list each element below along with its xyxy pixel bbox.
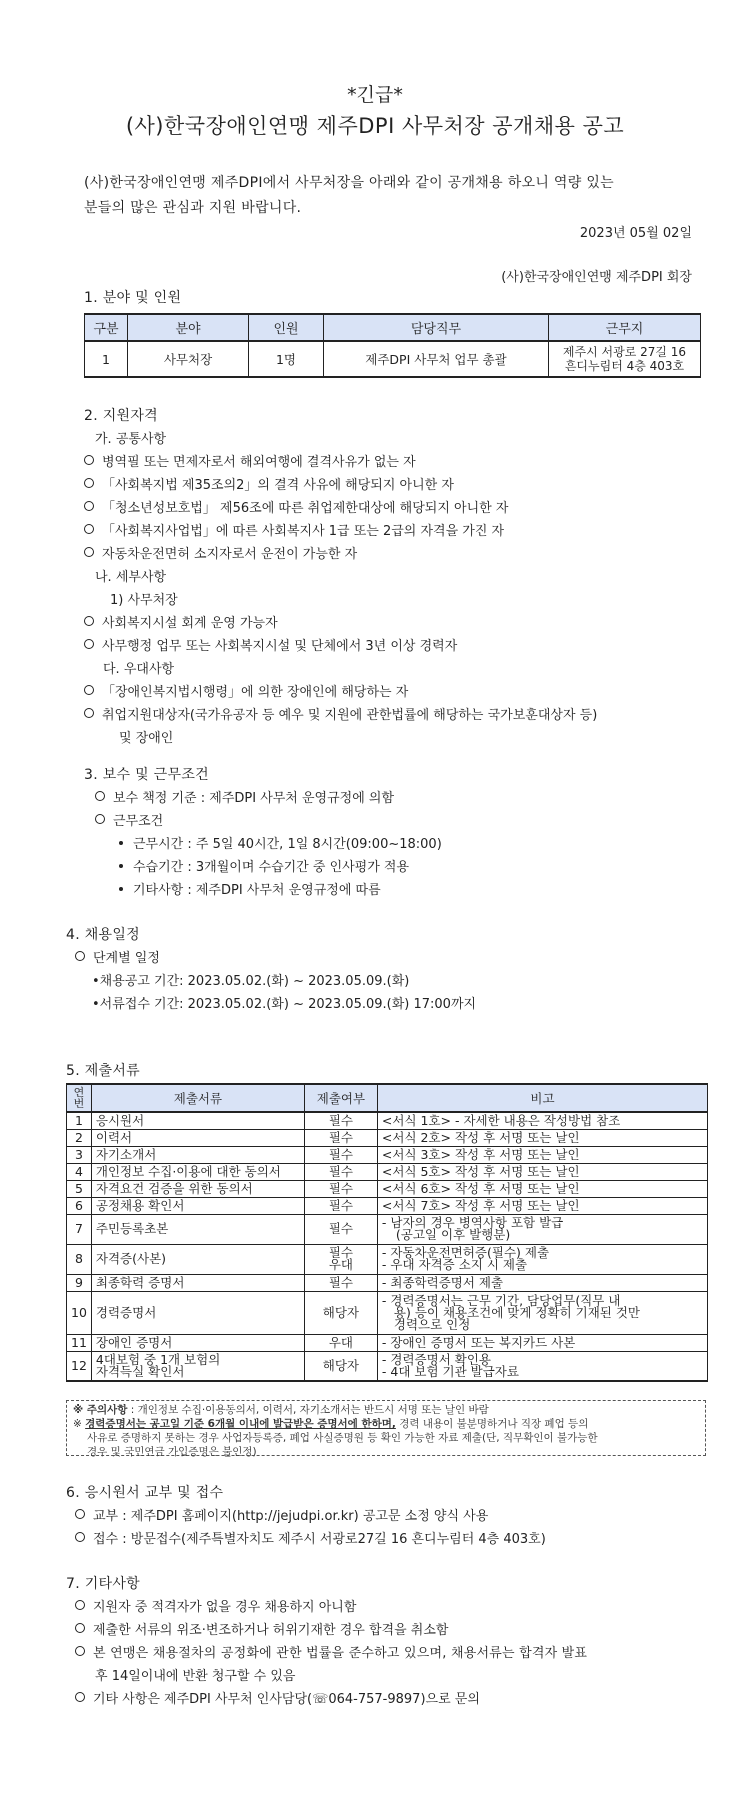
text: 경력 내용이 불분명하거나 직장 폐업 등의: [395, 1418, 589, 1430]
condition-detail: [119, 833, 442, 852]
text: - 남자의 경우 병역사항 포함 발급: [381, 1215, 564, 1230]
section-1-heading: 1. 분야 및 인원: [84, 290, 182, 306]
misc-item: [75, 1642, 587, 1661]
schedule-detail: [92, 993, 476, 1012]
location-line-2: 흔디누림터 4층 403호: [564, 359, 685, 373]
table-cell: [377, 1244, 707, 1274]
caution-note-box: [66, 1400, 706, 1456]
text: 근무조건: [113, 814, 164, 829]
table-cell: <서식 6호> 작성 후 서명 또는 날인: [377, 1180, 707, 1197]
text: - 4대 보험 기관 발급자료: [381, 1363, 519, 1379]
detail-item: [84, 612, 278, 631]
text: 4대보험 중 1개 보험의: [95, 1351, 221, 1367]
table-cell: - 최종학력증명서 제출: [377, 1274, 707, 1291]
circle-bullet-icon: [84, 501, 94, 511]
table-cell: 우대: [304, 1334, 377, 1351]
circle-bullet-icon: [75, 1600, 85, 1610]
table-cell: <서식 1호> - 자세한 내용은 작성방법 참조: [377, 1112, 707, 1129]
cell-location: [549, 341, 701, 377]
text: 채용공고 기간: 2023.05.02.(화) ~ 2023.05.09.(화): [99, 974, 410, 989]
documents-table: [66, 1083, 708, 1382]
misc-item: [75, 1688, 480, 1707]
detail-item: [84, 635, 457, 654]
cell-count: 1명: [249, 341, 324, 377]
col-location: 근무지: [549, 314, 701, 341]
circle-bullet-icon: [75, 1692, 85, 1702]
qualification-item: [84, 451, 416, 470]
table-cell: 자격요건 검증을 위한 동의서: [91, 1180, 304, 1197]
table-row: [67, 1112, 708, 1129]
text: 수습기간 : 3개월이며 수습기간 중 인사평가 적용: [133, 860, 410, 875]
table-cell: 자기소개서: [91, 1146, 304, 1163]
dot-bullet-icon: [119, 841, 123, 845]
table-cell: <서식 5호> 작성 후 서명 또는 날인: [377, 1163, 707, 1180]
misc-item-cont: 후 14일이내에 반환 청구할 수 있음: [95, 1669, 296, 1684]
schedule-detail: [92, 970, 409, 989]
subsection-a: 가. 공통사항: [95, 432, 167, 447]
col-remarks: 비고: [377, 1084, 707, 1112]
table-cell: 해당자: [304, 1291, 377, 1334]
section-4-heading: 4. 채용일정: [66, 927, 141, 943]
table-cell: <서식 3호> 작성 후 서명 또는 날인: [377, 1146, 707, 1163]
submission-item: [75, 1528, 546, 1547]
issue-item: [75, 1505, 488, 1524]
text: - 자동차운전면허증(필수) 제출: [381, 1245, 550, 1260]
salary-item: [95, 787, 394, 806]
text: - 경력증명서 확인용: [381, 1351, 491, 1367]
table-row: [67, 1214, 708, 1244]
table-cell: 3: [67, 1146, 92, 1163]
intro-line-1: (사)한국장애인연맹 제주DPI에서 사무처장을 아래와 같이 공개채용 하오니 역량 있는: [84, 175, 614, 191]
text: 「장애인복지법시행령」에 의한 장애인에 해당하는 자: [102, 685, 409, 700]
preference-item: [84, 704, 597, 723]
section-7-heading: 7. 기타사항: [66, 1576, 141, 1592]
circle-bullet-icon: [95, 814, 105, 824]
section-5-heading: 5. 제출서류: [66, 1063, 141, 1079]
table-cell: 9: [67, 1274, 92, 1291]
text: 「청소년성보호법」 제56조에 따른 취업제한대상에 해당되지 아니한 자: [102, 501, 509, 516]
circle-bullet-icon: [84, 708, 94, 718]
text: : 개인정보 수집·이용동의서, 이력서, 자기소개서는 반드시 서명 또는 날인 바람: [127, 1404, 489, 1416]
text: 번: [73, 1097, 85, 1110]
text: ※ 주의사항: [73, 1404, 128, 1416]
condition-detail: [119, 856, 409, 875]
misc-item: [75, 1619, 448, 1638]
table-cell: [377, 1291, 707, 1334]
table-cell: 필수: [304, 1274, 377, 1291]
table-cell: 경력증명서: [91, 1291, 304, 1334]
circle-bullet-icon: [84, 478, 94, 488]
table-cell: <서식 2호> 작성 후 서명 또는 날인: [377, 1129, 707, 1146]
table-cell: 필수: [304, 1129, 377, 1146]
subsection-b1: 1) 사무처장: [110, 593, 178, 608]
section-6-heading: 6. 응시원서 교부 및 접수: [66, 1485, 224, 1501]
text: 본 연맹은 채용절차의 공정화에 관한 법률을 준수하고 있으며, 채용서류는 합격자 발표: [93, 1646, 588, 1661]
circle-bullet-icon: [75, 951, 85, 961]
text: 지원자 중 적격자가 없을 경우 채용하지 아니함: [93, 1600, 357, 1615]
table-cell: 필수: [304, 1197, 377, 1214]
circle-bullet-icon: [75, 1623, 85, 1633]
table-cell: 1: [67, 1112, 92, 1129]
table-cell: - 장애인 증명서 또는 복지카드 사본: [377, 1334, 707, 1351]
schedule-item: [75, 947, 160, 966]
table-cell: 해당자: [304, 1351, 377, 1381]
text: 우대: [328, 1257, 353, 1272]
text: 근무시간 : 주 5일 40시간, 1일 8시간(09:00~18:00): [133, 837, 442, 852]
urgent-label: *긴급*: [347, 84, 403, 106]
working-conditions-item: [95, 810, 163, 829]
section-2-heading: 2. 지원자격: [84, 408, 159, 424]
qualification-item: [84, 474, 454, 493]
cell-duty: 제주DPI 사무처 업무 총괄: [324, 341, 549, 377]
table-cell: 6: [67, 1197, 92, 1214]
table-cell: 필수: [304, 1112, 377, 1129]
circle-bullet-icon: [75, 1646, 85, 1656]
signer: (사)한국장애인연맹 제주DPI 회장: [501, 270, 692, 285]
dot-bullet-icon: [119, 887, 123, 891]
circle-bullet-icon: [84, 685, 94, 695]
qualification-item: [84, 497, 508, 516]
text: 병역필 또는 면제자로서 해외여행에 결격사유가 없는 자: [102, 455, 416, 470]
condition-detail: [119, 879, 381, 898]
table-cell: <서식 7호> 작성 후 서명 또는 날인: [377, 1197, 707, 1214]
table-cell: 공정채용 확인서: [91, 1197, 304, 1214]
text: 사유로 증명하지 못하는 경우 사업자등록증, 폐업 사실증명원 등 확인 가능한 자료 제출(단, 직무확인이 불가능한: [87, 1432, 598, 1444]
section-3-heading: 3. 보수 및 근무조건: [84, 767, 209, 783]
qualification-item: [84, 543, 357, 562]
preference-item: [84, 681, 408, 700]
col-count: 인원: [249, 314, 324, 341]
table-cell: 자격증(사본): [91, 1244, 304, 1274]
dot-bullet-icon: [119, 864, 123, 868]
dot-bullet-icon: •: [92, 997, 100, 1012]
table-cell: 10: [67, 1291, 92, 1334]
preference-item-cont: 및 장애인: [119, 731, 174, 746]
table-row: [67, 1291, 708, 1334]
table-cell: [377, 1214, 707, 1244]
circle-bullet-icon: [75, 1509, 85, 1519]
table-cell: 개인정보 수집·이용에 대한 동의서: [91, 1163, 304, 1180]
text: 단계별 일정: [93, 951, 160, 966]
table-cell: 11: [67, 1334, 92, 1351]
subsection-b: 나. 세부사항: [95, 570, 167, 585]
text: 보수 책정 기준 : 제주DPI 사무처 운영규정에 의함: [113, 791, 395, 806]
col-duty: 담당직무: [324, 314, 549, 341]
cell-no: 1: [85, 341, 128, 377]
table-row: [67, 1197, 708, 1214]
circle-bullet-icon: [84, 455, 94, 465]
position-table: [84, 313, 701, 378]
table-cell: 주민등록초본: [91, 1214, 304, 1244]
circle-bullet-icon: [84, 524, 94, 534]
table-row: [67, 1274, 708, 1291]
text: 경력으로 인정: [393, 1316, 471, 1332]
subsection-c: 다. 우대사항: [103, 662, 175, 677]
table-cell: 7: [67, 1214, 92, 1244]
table-cell: 필수: [304, 1180, 377, 1197]
text: 자격득실 확인서: [95, 1363, 185, 1379]
text: ※: [73, 1418, 86, 1430]
table-cell: [377, 1351, 707, 1381]
table-row: [67, 1180, 708, 1197]
circle-bullet-icon: [95, 791, 105, 801]
table-row: [85, 341, 701, 377]
table-cell: 12: [67, 1351, 92, 1381]
text: 사무행정 업무 또는 사회복지시설 및 단체에서 3년 이상 경력자: [102, 639, 458, 654]
table-row: [67, 1129, 708, 1146]
table-cell: 최종학력 증명서: [91, 1274, 304, 1291]
cell-field: 사무처장: [128, 341, 249, 377]
dot-bullet-icon: •: [92, 974, 100, 989]
text: 경우 및 국민연금 가입증명은 불인정): [87, 1446, 257, 1458]
text: - 경력증명서는 근무 기간, 담당업무(직무 내: [381, 1292, 621, 1308]
col-no: [67, 1084, 92, 1112]
table-row: [67, 1351, 708, 1381]
text: 제출한 서류의 위조·변조하거나 허위기재한 경우 합격을 취소함: [93, 1623, 449, 1638]
text: 필수: [328, 1245, 353, 1260]
location-line-1: 제주시 서광로 27길 16: [562, 345, 687, 359]
table-header-row: [67, 1084, 708, 1112]
col-required: 제출여부: [304, 1084, 377, 1112]
text: (공고일 이후 발행분): [395, 1227, 511, 1242]
text: 연: [73, 1086, 85, 1099]
col-field: 분야: [128, 314, 249, 341]
col-document: 제출서류: [91, 1084, 304, 1112]
text: 사회복지시설 회계 운영 가능자: [102, 616, 278, 631]
announcement-date: 2023년 05월 02일: [579, 226, 692, 241]
table-cell: 필수: [304, 1163, 377, 1180]
text: 「사회복지사업법」에 따른 사회복지사 1급 또는 2급의 자격을 가진 자: [102, 524, 505, 539]
circle-bullet-icon: [84, 639, 94, 649]
text: 「사회복지법 제35조의2」의 결격 사유에 해당되지 아니한 자: [102, 478, 454, 493]
text: 교부 : 제주DPI 홈페이지(http://jejudpi.or.kr) 공고문 소정 양식 사용: [93, 1509, 489, 1524]
text: 취업지원대상자(국가유공자 등 예우 및 지원에 관한법률에 해당하는 국가보훈대상자 등): [102, 708, 598, 723]
misc-item: [75, 1596, 356, 1615]
text: 용) 등이 채용조건에 맞게 정확히 기재된 것만: [393, 1304, 640, 1320]
table-cell: 8: [67, 1244, 92, 1274]
table-row: [67, 1146, 708, 1163]
text: 경력증명서는 공고일 기준 6개월 이내에 발급받은 증명서에 한하며,: [85, 1418, 396, 1430]
text: 접수 : 방문접수(제주특별자치도 제주시 서광로27길 16 흔디누림터 4층 403호): [93, 1532, 546, 1547]
text: 기타사항 : 제주DPI 사무처 운영규정에 따름: [133, 883, 381, 898]
table-cell: 4: [67, 1163, 92, 1180]
text: 자동차운전면허 소지자로서 운전이 가능한 자: [102, 547, 358, 562]
table-row: [67, 1163, 708, 1180]
table-cell: [91, 1351, 304, 1381]
table-cell: 장애인 증명서: [91, 1334, 304, 1351]
table-header-row: [85, 314, 701, 341]
col-division: 구분: [85, 314, 128, 341]
page-title: (사)한국장애인연맹 제주DPI 사무처장 공개채용 공고: [125, 114, 625, 138]
table-cell: 5: [67, 1180, 92, 1197]
circle-bullet-icon: [84, 547, 94, 557]
qualification-item: [84, 520, 504, 539]
table-cell: [304, 1244, 377, 1274]
table-cell: 필수: [304, 1146, 377, 1163]
table-cell: 응시원서: [91, 1112, 304, 1129]
intro-line-2: 분들의 많은 관심과 지원 바랍니다.: [84, 200, 302, 216]
text: 서류접수 기간: 2023.05.02.(화) ~ 2023.05.09.(화) 17:00까지: [99, 997, 477, 1012]
table-cell: 이력서: [91, 1129, 304, 1146]
circle-bullet-icon: [75, 1532, 85, 1542]
table-row: [67, 1244, 708, 1274]
circle-bullet-icon: [84, 616, 94, 626]
table-cell: 2: [67, 1129, 92, 1146]
text: - 우대 자격증 소지 시 제출: [381, 1257, 528, 1272]
table-cell: 필수: [304, 1214, 377, 1244]
text: 기타 사항은 제주DPI 사무처 인사담당(☏064-757-9897)으로 문의: [93, 1692, 480, 1707]
table-row: [67, 1334, 708, 1351]
